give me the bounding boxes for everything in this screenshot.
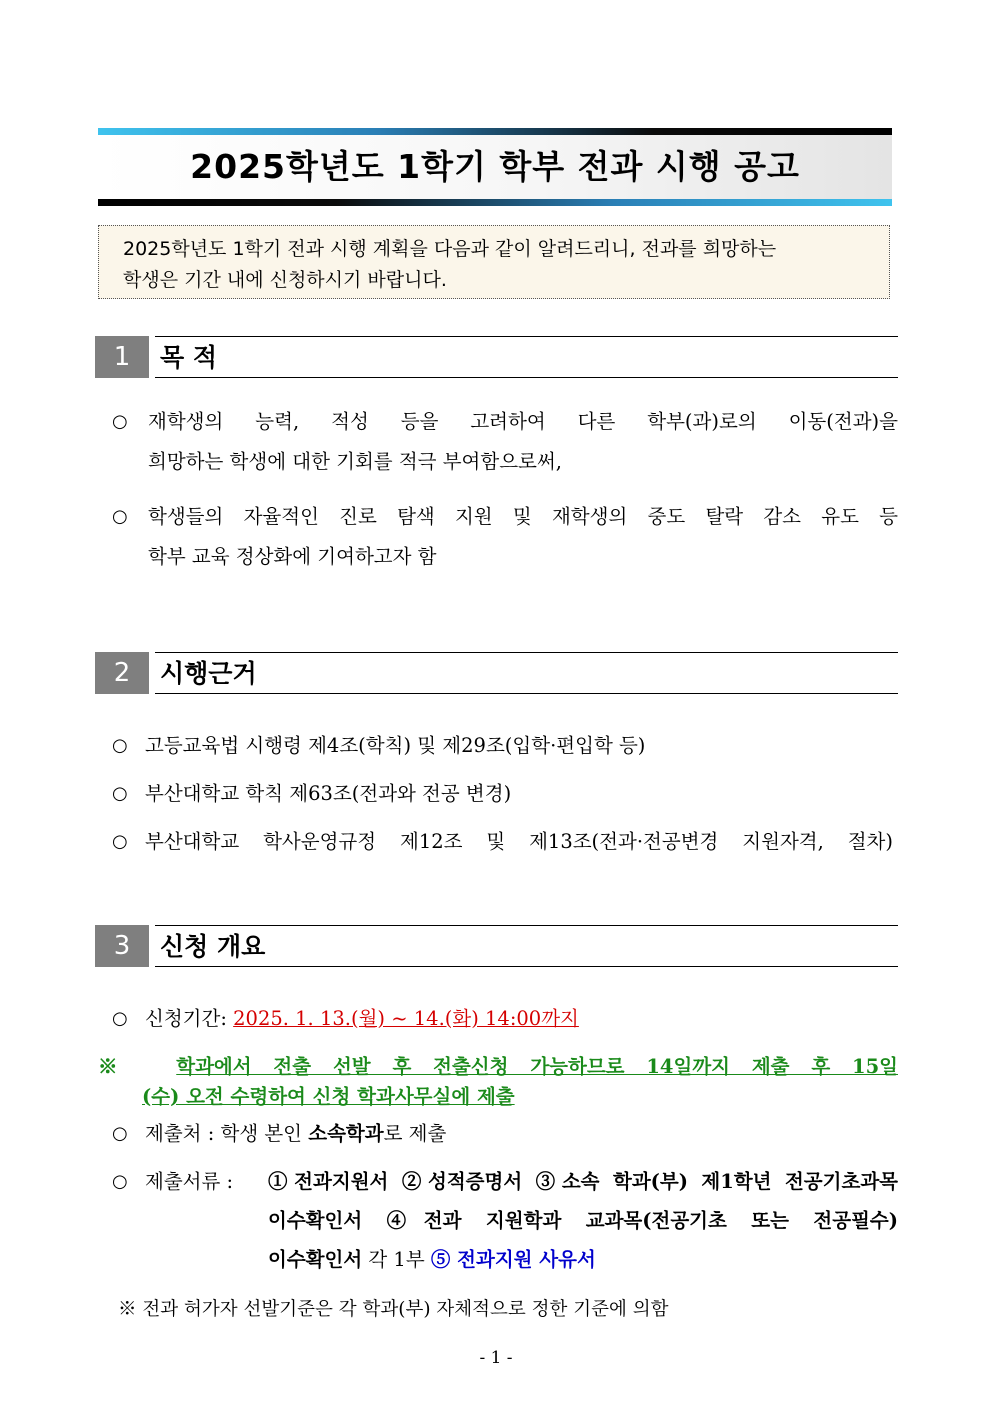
bullet-icon: ○ — [112, 411, 128, 432]
intro-line-2: 학생은 기간 내에 신청하시기 바랍니다. — [123, 269, 447, 291]
page-title: 2025학년도 1학기 학부 전과 시행 공고 — [190, 147, 800, 186]
section-1-number: 1 — [95, 336, 149, 378]
bullet-icon: ○ — [112, 1008, 128, 1029]
application-period-label: 신청기간: — [145, 1007, 234, 1030]
documents-line-2: 이수확인서 ④전과 지원학과 교과목(전공기초 또는 전공필수) — [268, 1209, 898, 1232]
purpose-item-2-line-2: 학부 교육 정상화에 기여하고자 함 — [148, 545, 437, 568]
bullet-icon: ○ — [112, 1171, 128, 1192]
purpose-item-1-line-2: 희망하는 학생에 대한 기회를 적극 부여함으로써, — [148, 450, 562, 473]
purpose-item-1-line-1: 재학생의 능력, 적성 등을 고려하여 다른 학부(과)로의 이동(전과)을 — [148, 410, 898, 433]
documents-line-3-plain: 각 1부 — [362, 1248, 431, 1271]
submit-to-label: 제출처 : 학생 본인 — [145, 1122, 309, 1145]
documents-line-1: ①전과지원서 ②성적증명서 ③소속 학과(부) 제1학년 전공기초과목 — [268, 1170, 898, 1193]
submit-to — [145, 1114, 446, 1154]
documents-label: 제출서류 : — [145, 1170, 234, 1193]
intro-box — [98, 225, 890, 299]
notice-line-2 — [142, 1077, 515, 1117]
submit-to-suffix: 로 제출 — [383, 1122, 447, 1145]
intro-line-1: 2025학년도 1학기 전과 시행 계획을 다음과 같이 알려드리니, 전과를 희망하는 — [123, 238, 777, 260]
section-1-title: 목 적 — [155, 336, 898, 378]
section-2-title: 시행근거 — [155, 652, 898, 694]
basis-item-3: 부산대학교 학사운영규정 제12조 및 제13조(전과·전공변경 지원자격, 절차) — [145, 830, 893, 853]
title-bottom-bar — [98, 199, 892, 206]
application-period — [145, 999, 579, 1039]
bullet-icon: ○ — [112, 1123, 128, 1144]
section-3-title: 신청 개요 — [155, 925, 898, 967]
bullet-icon: ○ — [112, 506, 128, 527]
bullet-icon: ○ — [112, 735, 128, 756]
notice-text-1: 학과에서 전출 선발 후 전출신청 가능하므로 14일까지 제출 후 15일 — [176, 1055, 898, 1078]
bullet-icon: ○ — [112, 783, 128, 804]
purpose-item-2-line-1: 학생들의 자율적인 진로 탐색 지원 및 재학생의 중도 탈락 감소 유도 등 — [148, 505, 898, 528]
notice-mark: ※ — [98, 1055, 133, 1078]
footnote: ※ 전과 허가자 선발기준은 각 학과(부) 자체적으로 정한 기준에 의함 — [118, 1299, 669, 1320]
section-2-number: 2 — [95, 652, 149, 694]
documents-line-3-bold: 이수확인서 — [268, 1248, 363, 1271]
title-top-bar — [98, 128, 892, 135]
title-banner — [98, 128, 892, 206]
notice-text-2: (수) 오전 수령하여 신청 학과사무실에 제출 — [142, 1085, 515, 1108]
section-3-number: 3 — [95, 925, 149, 967]
bullet-icon: ○ — [112, 831, 128, 852]
basis-item-2: 부산대학교 학칙 제63조(전과와 전공 변경) — [145, 782, 512, 805]
submit-to-dept: 소속학과 — [308, 1122, 384, 1145]
page-number: - 1 - — [479, 1348, 513, 1368]
application-period-value: 2025. 1. 13.(월) ~ 14.(화) 14:00까지 — [233, 1007, 579, 1030]
documents-line-3 — [268, 1240, 596, 1280]
basis-item-1: 고등교육법 시행령 제4조(학칙) 및 제29조(입학·편입학 등) — [145, 734, 646, 757]
documents-line-3-blue: ⑤ 전과지원 사유서 — [430, 1248, 596, 1271]
